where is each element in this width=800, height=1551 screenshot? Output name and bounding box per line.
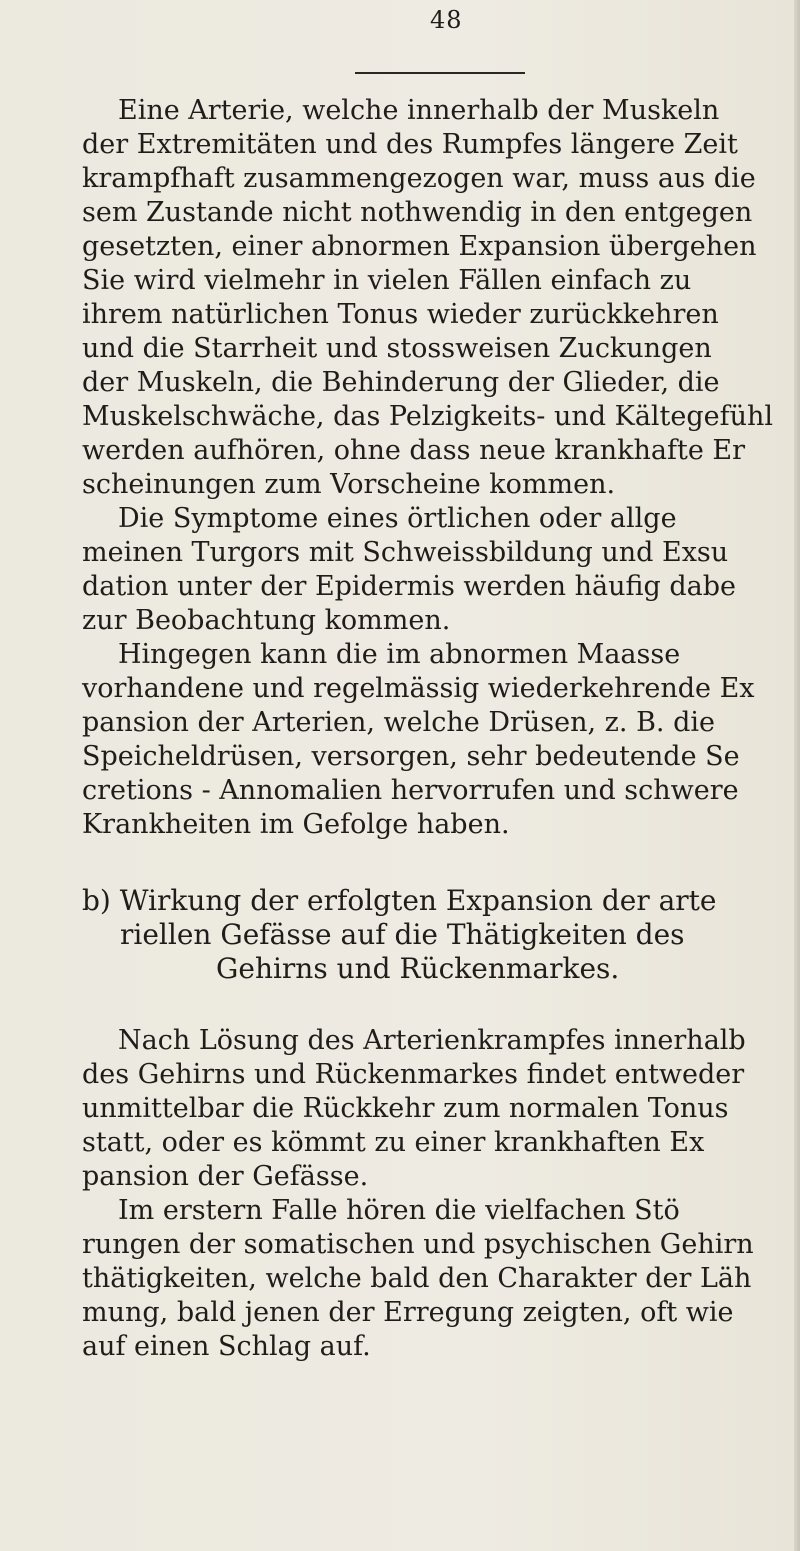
text-line: Nach Lösung des Arterienkrampfes innerhalb bbox=[118, 1025, 746, 1056]
text-line: und die Starrheit und stossweisen Zuckungen bbox=[82, 333, 712, 364]
text-line: Im erstern Falle hören die vielfachen Stö bbox=[118, 1195, 680, 1226]
text-line: auf einen Schlag auf. bbox=[82, 1331, 371, 1362]
text-line: Krankheiten im Gefolge haben. bbox=[82, 809, 510, 840]
heading-line: riellen Gefässe auf die Thätigkeiten des bbox=[120, 918, 685, 951]
text-line: pansion der Arterien, welche Drüsen, z. B. die bbox=[82, 707, 715, 738]
text-line: werden aufhören, ohne dass neue krankhafte Er bbox=[82, 435, 746, 466]
text-line: Die Symptome eines örtlichen oder allge bbox=[118, 503, 677, 534]
text-line: gesetzten, einer abnormen Expansion übergehen bbox=[82, 231, 757, 262]
text-line: dation unter der Epidermis werden häufig dabe bbox=[82, 571, 737, 602]
text-line: der Extremitäten und des Rumpfes längere Zeit bbox=[82, 129, 738, 160]
text-line: Speicheldrüsen, versorgen, sehr bedeutende Se bbox=[82, 741, 740, 772]
text-line: Eine Arterie, welche innerhalb der Muskeln bbox=[118, 95, 720, 126]
header-rule bbox=[355, 72, 525, 74]
text-line: unmittelbar die Rückkehr zum normalen Tonus bbox=[82, 1093, 729, 1124]
text-line: Sie wird vielmehr in vielen Fällen einfach zu bbox=[82, 265, 692, 296]
text-line: sem Zustande nicht nothwendig in den entgegen bbox=[82, 197, 753, 228]
text-line: statt, oder es kömmt zu einer krankhaften Ex bbox=[82, 1127, 705, 1158]
text-line: meinen Turgors mit Schweissbildung und Exsu bbox=[82, 537, 729, 568]
text-line: scheinungen zum Vorscheine kommen. bbox=[82, 469, 616, 500]
heading-line: Gehirns und Rückenmarkes. bbox=[216, 952, 620, 985]
text-line: der Muskeln, die Behinderung der Glieder, die bbox=[82, 367, 720, 398]
heading-line: b) Wirkung der erfolgten Expansion der arte bbox=[82, 884, 717, 917]
text-line: mung, bald jenen der Erregung zeigten, oft wie bbox=[82, 1297, 734, 1328]
page-number: 48 bbox=[430, 6, 463, 34]
text-line: thätigkeiten, welche bald den Charakter der Läh bbox=[82, 1263, 752, 1294]
text-line: rungen der somatischen und psychischen Gehirn bbox=[82, 1229, 754, 1260]
text-line: cretions - Annomalien hervorrufen und schwere bbox=[82, 775, 739, 806]
text-line: pansion der Gefässe. bbox=[82, 1161, 369, 1192]
text-line: des Gehirns und Rückenmarkes findet entweder bbox=[82, 1059, 745, 1090]
text-line: Hingegen kann die im abnormen Maasse bbox=[118, 639, 681, 670]
text-line: ihrem natürlichen Tonus wieder zurückkehren bbox=[82, 299, 719, 330]
page-edge-shadow bbox=[794, 0, 800, 1551]
text-line: zur Beobachtung kommen. bbox=[82, 605, 451, 636]
text-line: Muskelschwäche, das Pelzigkeits- und Kältegefühl bbox=[82, 401, 774, 432]
text-line: krampfhaft zusammengezogen war, muss aus die bbox=[82, 163, 756, 194]
text-line: vorhandene und regelmässig wiederkehrende Ex bbox=[82, 673, 755, 704]
